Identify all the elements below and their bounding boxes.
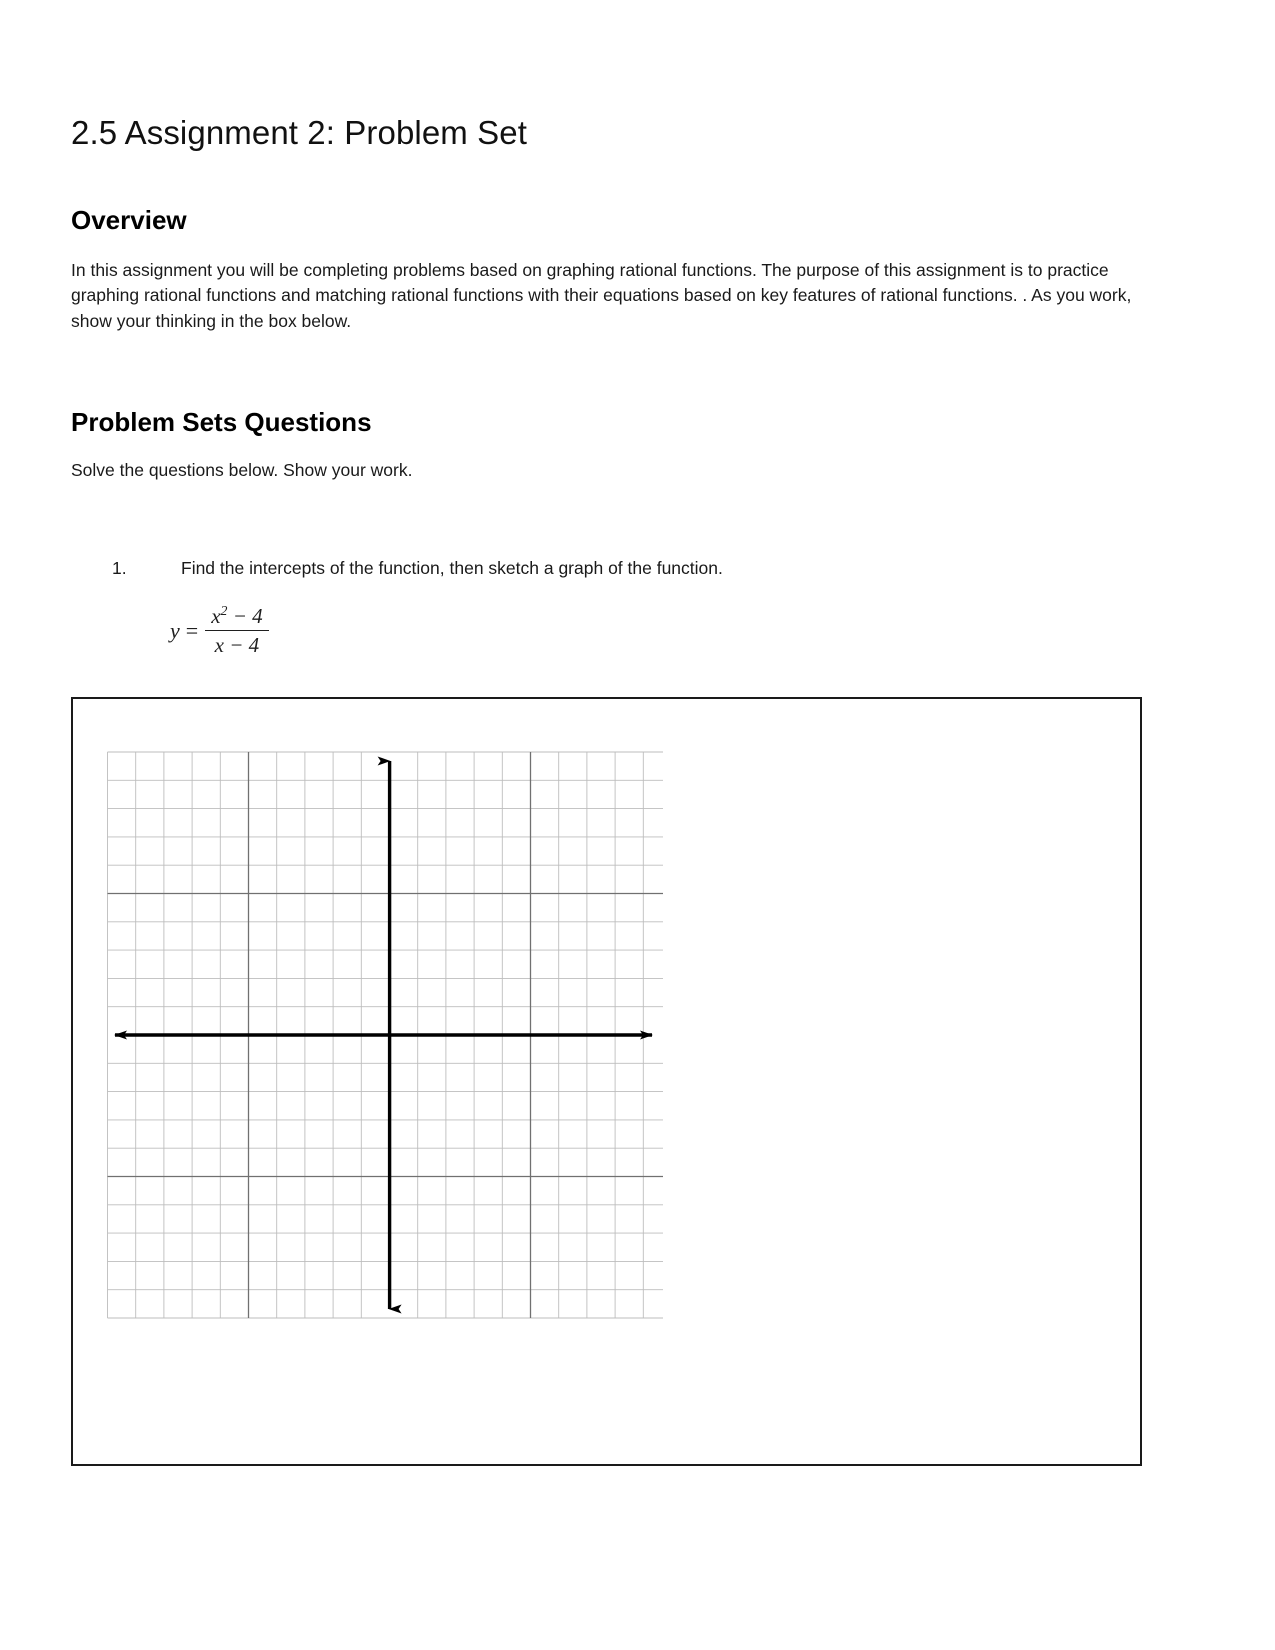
coordinate-grid xyxy=(101,746,666,1324)
question-text: Find the intercepts of the function, then sketch a graph of the function. xyxy=(181,557,723,578)
question-number: 1. xyxy=(112,557,127,578)
fraction-denominator: x − 4 xyxy=(214,633,260,658)
math-equation xyxy=(71,581,1141,658)
equation-equals-sign: = xyxy=(185,617,199,643)
question-list xyxy=(71,484,1141,581)
list-item xyxy=(71,484,1141,581)
fraction-numerator xyxy=(205,603,268,630)
document-content xyxy=(71,0,1141,658)
numerator-exponent: 2 xyxy=(220,602,228,618)
numerator-rest: − 4 xyxy=(227,603,263,628)
page-title: 2.5 Assignment 2: Problem Set xyxy=(71,114,527,151)
work-area-box[interactable] xyxy=(71,697,1142,1466)
overview-heading: Overview xyxy=(71,204,187,235)
problem-sets-heading: Problem Sets Questions xyxy=(71,407,372,438)
overview-paragraph: In this assignment you will be completing problems based on graphing rational functions. The purpose of this assignment is to practice graphing rational functions and matching rational functions with their equations based on key features of rational functions. . As you work, show your thinking in the box below. xyxy=(71,259,1132,331)
fraction xyxy=(205,603,268,658)
coordinate-grid-svg xyxy=(101,746,666,1324)
equation-lhs: y xyxy=(170,617,180,643)
problem-sets-instructions: Solve the questions below. Show your work. xyxy=(71,460,413,481)
numerator-base: x xyxy=(211,603,221,628)
